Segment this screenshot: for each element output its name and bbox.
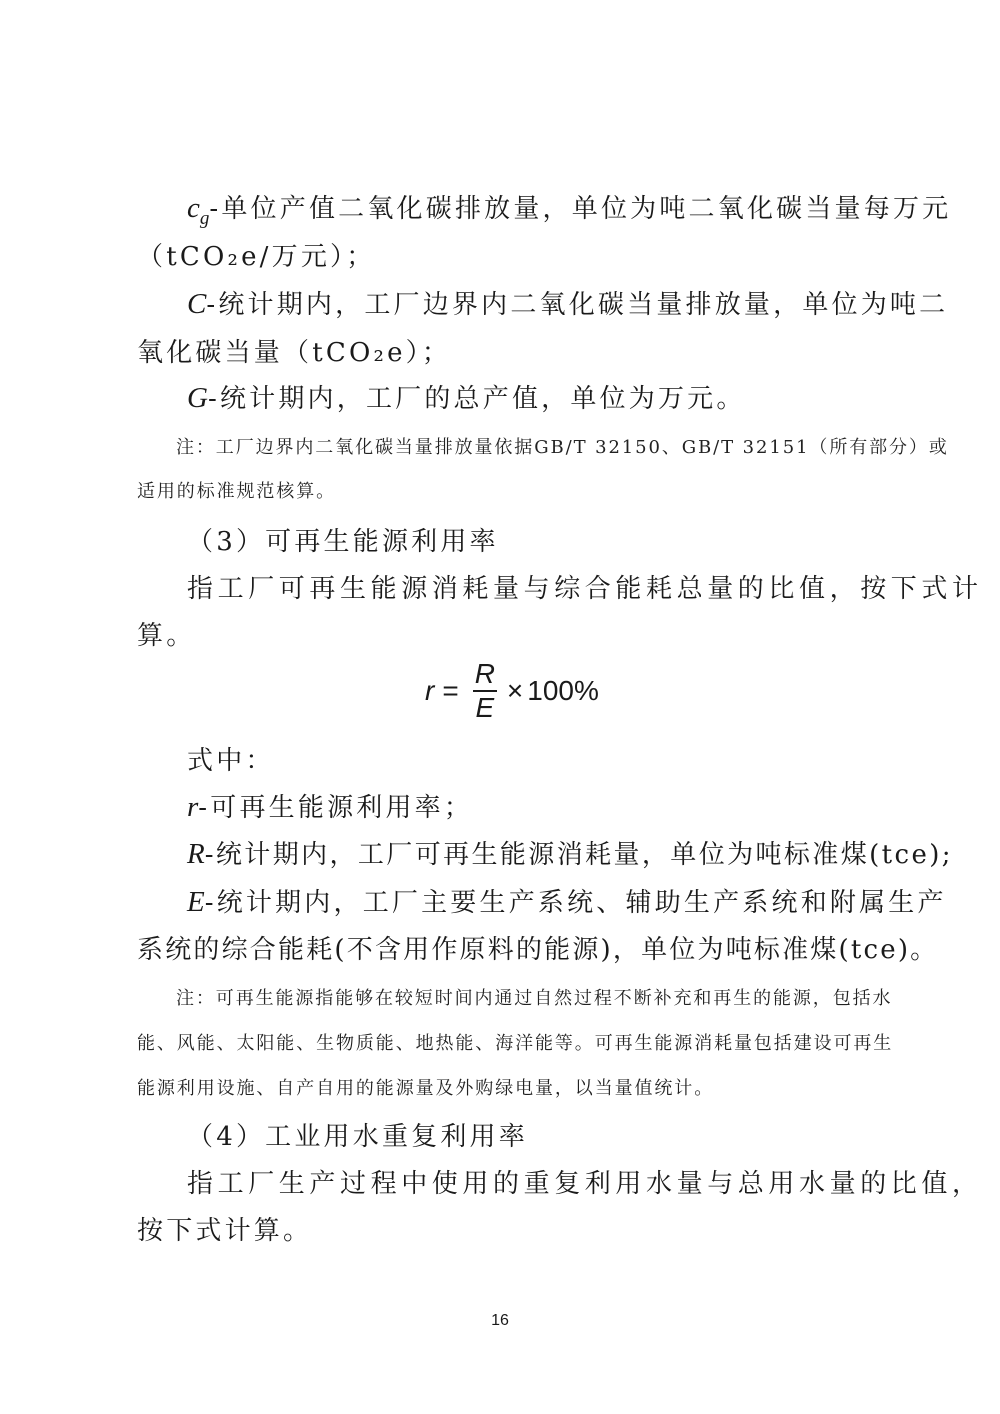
section-4-paragraph-line-1: 指工厂生产过程中使用的重复利用水量与总用水量的比值， <box>187 1169 983 1199</box>
var-R: R <box>187 838 205 870</box>
section-4-heading: （4）工业用水重复利用率 <box>187 1122 528 1152</box>
note-2-line-1: 注：可再生能源指能够在较短时间内通过自然过程不断补充和再生的能源，包括水 <box>176 988 893 1009</box>
definition-E-line-2: 系统的综合能耗(不含用作原料的能源)，单位为吨标准煤(tce)。 <box>137 935 939 965</box>
formula-equals: = <box>442 675 459 706</box>
definition-R-text: -统计期内，工厂可再生能源消耗量，单位为吨标准煤(tce); <box>204 840 953 870</box>
definition-r <box>187 787 473 824</box>
formula-renewable-rate <box>425 655 599 727</box>
note-1-line-1: 注：工厂边界内二氧化碳当量排放量依据GB/T 32150、GB/T 32151（所有部分）或 <box>176 437 949 458</box>
definition-C-text: -统计期内，工厂边界内二氧化碳当量排放量，单位为吨二 <box>206 290 949 320</box>
definition-cg-unit: （tCO₂e/万元）； <box>137 242 376 272</box>
definition-C-unit: 氧化碳当量（tCO₂e）； <box>137 338 452 368</box>
definition-cg <box>187 188 951 230</box>
formula-percent: 100% <box>527 675 599 706</box>
definition-E <box>187 882 947 919</box>
note-1-line-2: 适用的标准规范核算。 <box>137 481 336 502</box>
formula-numerator: R <box>474 658 495 689</box>
formula-lhs: r <box>425 675 435 706</box>
definition-R <box>187 834 953 871</box>
section-4-paragraph-line-2: 按下式计算。 <box>137 1216 313 1246</box>
where-label: 式中： <box>187 746 275 776</box>
var-E: E <box>187 886 205 918</box>
section-3-heading: （3）可再生能源利用率 <box>187 527 499 557</box>
definition-C <box>187 284 948 321</box>
note-2-line-3: 能源利用设施、自产自用的能源量及外购绿电量，以当量值统计。 <box>137 1078 715 1099</box>
var-r: r <box>187 791 199 823</box>
var-G: G <box>187 382 208 414</box>
formula-denominator: E <box>475 692 495 723</box>
section-3-paragraph-line-1: 指工厂可再生能源消耗量与综合能耗总量的比值，按下式计 <box>187 574 983 604</box>
definition-G-text: -统计期内，工厂的总产值，单位为万元。 <box>207 384 746 414</box>
section-3-paragraph-line-2: 算。 <box>137 621 196 651</box>
definition-G <box>187 378 746 415</box>
var-C: C <box>187 288 207 320</box>
var-cg: $c_g$ <box>187 192 210 229</box>
definition-E-text: -统计期内，工厂主要生产系统、辅助生产系统和附属生产 <box>204 888 947 918</box>
definition-cg-text: -单位产值二氧化碳排放量，单位为吨二氧化碳当量每万元 <box>209 194 952 224</box>
note-2-line-2: 能、风能、太阳能、生物质能、地热能、海洋能等。可再生能源消耗量包括建设可再生 <box>137 1033 894 1054</box>
page-number: 16 <box>491 1312 509 1329</box>
definition-r-text: -可再生能源利用率； <box>198 793 474 823</box>
formula-fraction <box>473 658 497 724</box>
formula-times: × <box>506 675 524 706</box>
